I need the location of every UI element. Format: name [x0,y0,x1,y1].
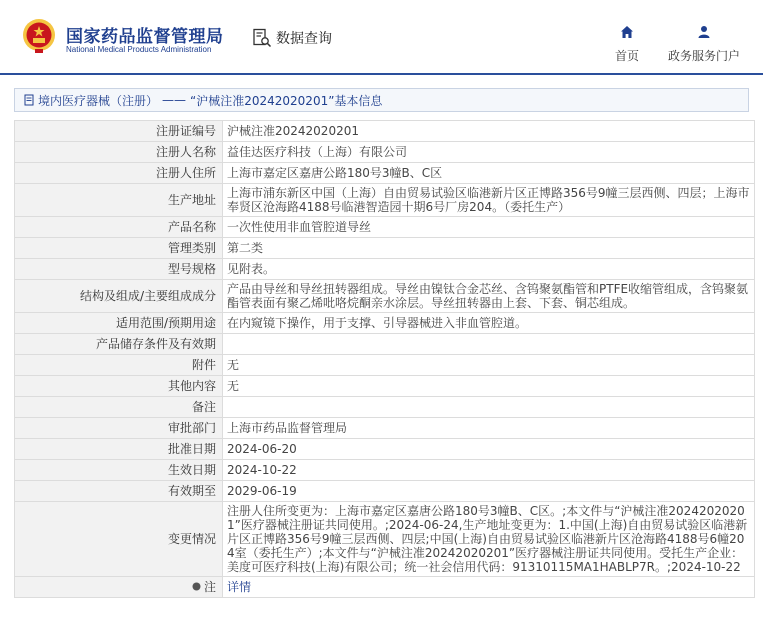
row-key: 有效期至 [15,481,223,502]
row-value: 在内窥镜下操作，用于支撑、引导器械进入非血管腔道。 [223,313,755,334]
row-value: 一次性使用非血管腔道导丝 [223,217,755,238]
row-key: 生效日期 [15,460,223,481]
nav-home[interactable] [612,24,642,64]
row-value: 2029-06-19 [223,481,755,502]
header-divider [0,73,763,75]
user-icon [697,25,711,39]
table-row [15,502,755,577]
row-key: 审批部门 [15,418,223,439]
table-row [15,397,755,418]
table-row [15,481,755,502]
row-value: 益佳达医疗科技（上海）有限公司 [223,142,755,163]
site-header [0,0,763,76]
row-value [223,334,755,355]
detail-link[interactable]: 详情 [227,580,252,594]
row-value: 上海市药品监督管理局 [223,418,755,439]
row-key: 适用范围/预期用途 [15,313,223,334]
row-value: 无 [223,355,755,376]
breadcrumb [14,88,749,112]
data-query-icon [252,28,272,48]
table-row [15,259,755,280]
row-key: 型号规格 [15,259,223,280]
note-key-label: 注 [203,579,216,594]
table-row [15,460,755,481]
breadcrumb-category[interactable]: 境内医疗器械（注册） [38,93,159,108]
nav-service-portal[interactable] [666,24,742,64]
table-row [15,217,755,238]
note-value [223,577,755,598]
breadcrumb-title: “沪械注准20242020201”基本信息 [190,93,383,108]
row-value [223,397,755,418]
table-row [15,313,755,334]
table-row [15,418,755,439]
row-value: 第二类 [223,238,755,259]
table-row [15,121,755,142]
row-value: 无 [223,376,755,397]
home-icon [620,25,634,39]
table-row [15,238,755,259]
document-icon [23,94,35,106]
row-value: 2024-10-22 [223,460,755,481]
nav-service-portal-label: 政务服务门户 [667,49,740,63]
row-value: 上海市浦东新区中国（上海）自由贸易试验区临港新片区正博路356号9幢三层西侧、四层；上海市奉贤区沧海路4188号临港智造园十期6号厂房204。（委托生产） [223,184,755,217]
breadcrumb-separator: —— [162,93,187,107]
row-key: 产品储存条件及有效期 [15,334,223,355]
note-key [15,577,223,598]
info-dot-icon [192,582,201,591]
table-row [15,280,755,313]
registration-info-table [14,120,755,598]
row-key: 生产地址 [15,184,223,217]
row-key: 注册人名称 [15,142,223,163]
site-title-cn: 国家药品监督管理局 [66,27,224,47]
row-value: 上海市嘉定区嘉唐公路180号3幢B、C区 [223,163,755,184]
table-row [15,184,755,217]
row-key: 管理类别 [15,238,223,259]
nav-home-label: 首页 [614,49,639,63]
row-key: 其他内容 [15,376,223,397]
table-row [15,163,755,184]
site-title-en: National Medical Products Administration [66,45,212,54]
national-emblem-icon [22,18,56,54]
data-query-link[interactable] [252,28,332,48]
row-key: 结构及组成/主要组成成分 [15,280,223,313]
row-value: 见附表。 [223,259,755,280]
row-value: 沪械注准20242020201 [223,121,755,142]
data-query-label: 数据查询 [276,31,332,47]
row-key: 变更情况 [15,502,223,577]
row-key: 批准日期 [15,439,223,460]
row-key: 产品名称 [15,217,223,238]
table-row [15,376,755,397]
table-row [15,439,755,460]
row-key: 注册人住所 [15,163,223,184]
row-value: 产品由导丝和导丝扭转器组成。导丝由镍钛合金芯丝、含钨聚氨酯管和PTFE收缩管组成，含钨聚氨酯管表面有聚乙烯吡咯烷酮亲水涂层。导丝扭转器由上套、下套、铜芯组成。 [223,280,755,313]
row-key: 备注 [15,397,223,418]
table-row [15,334,755,355]
row-key: 注册证编号 [15,121,223,142]
table-row [15,355,755,376]
note-row [15,577,755,598]
row-value: 2024-06-20 [223,439,755,460]
row-key: 附件 [15,355,223,376]
row-value: 注册人住所变更为：上海市嘉定区嘉唐公路180号3幢B、C区。;本文件与“沪械注准20242020201”医疗器械注册证共同使用。;2024-06-24,生产地址变更为：1.中国(上海)自由贸易试验区临港新片区正博路356号9幢三层西侧、四层;中国(上海)自由贸易试验区临港新片区沧海路4188号6幢204室（委托生产）;本文件与“沪械注准20242020201”医疗器械注册证共同使用。受托生产企业：美度可医疗科技(上海)有限公司；统一社会信用代码：91310115MA1HABLP7R。;2024-10-22 [223,502,755,577]
table-row [15,142,755,163]
